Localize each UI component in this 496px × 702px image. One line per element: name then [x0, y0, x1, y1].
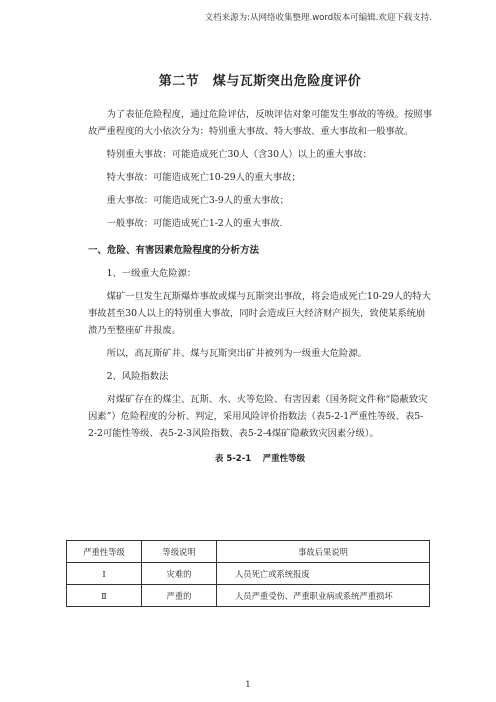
page-title: 第二节 煤与瓦斯突出危险度评价 — [158, 74, 362, 89]
table-cell: 灾难的 — [142, 563, 217, 585]
table-cell: Ⅰ — [67, 563, 142, 585]
intro-paragraph: 为了表征危险程度，通过危险评估，反映评估对象可能发生事故的等级。按照事故严重程度的大小依次分为：特别重大事故、特大事故、重大事故和一般事故。 — [88, 109, 432, 137]
subsection-paragraph: 煤矿一旦发生瓦斯爆炸事故或煤与瓦斯突出事故，将会造成死亡10-29人的特大事故甚至30人以上的特别重大事故，同时会造成巨大经济财产损失，致使某系统崩溃乃至整座矿井报废。 — [88, 291, 431, 336]
table-header-cell: 等级说明 — [142, 541, 217, 563]
table-row — [67, 563, 430, 585]
table-cell: Ⅱ — [67, 585, 142, 607]
subsection-heading: 2、风险指数法 — [106, 371, 169, 382]
document-body — [88, 70, 432, 474]
table-caption: 表 5-2-1 严重性等级 — [214, 454, 306, 464]
header-note: 文档来源为:从网络收集整理.word版本可编辑.欢迎下载支持. — [204, 13, 432, 23]
table-header-cell: 事故后果说明 — [217, 541, 430, 563]
level-item: 一般事故：可能造成死亡1-2人的重大事故. — [106, 218, 283, 229]
table-cell: 人员严重受伤、严重职业病或系统严重损坏 — [217, 585, 430, 607]
table-header-row — [67, 541, 430, 563]
level-item: 特大事故：可能造成死亡10-29人的重大事故； — [106, 172, 301, 183]
subsection-paragraph: 所以，高瓦斯矿井、煤与瓦斯突出矿井被列为一级重大危险源。 — [106, 348, 367, 359]
severity-table — [66, 540, 430, 607]
table-cell: 人员死亡或系统报废 — [217, 563, 430, 585]
table-row — [67, 585, 430, 607]
table-header-cell: 严重性等级 — [67, 541, 142, 563]
table-cell: 严重的 — [142, 585, 217, 607]
subsection-heading: 1、一级重大危险源： — [106, 268, 197, 279]
subsection-paragraph: 对煤矿存在的煤尘、瓦斯、水、火等危险、有害因素（国务院文件称“隐蔽致灾因素”）危险程度的分析、判定，采用风险评价指数法（表5-2-1严重性等级、表5-2-2可能性等级、表5-2-3风险指数、表5-2-4煤矿隐蔽致灾因素分级）。 — [88, 394, 428, 439]
level-item: 重大事故：可能造成死亡3-9人的重大事故； — [106, 195, 289, 206]
page-number: 1 — [245, 680, 251, 690]
level-item: 特别重大事故：可能造成死亡30人（含30人）以上的重大事故； — [106, 149, 372, 160]
section-heading: 一、危险、有害因素危险程度的分析方法 — [88, 245, 260, 256]
